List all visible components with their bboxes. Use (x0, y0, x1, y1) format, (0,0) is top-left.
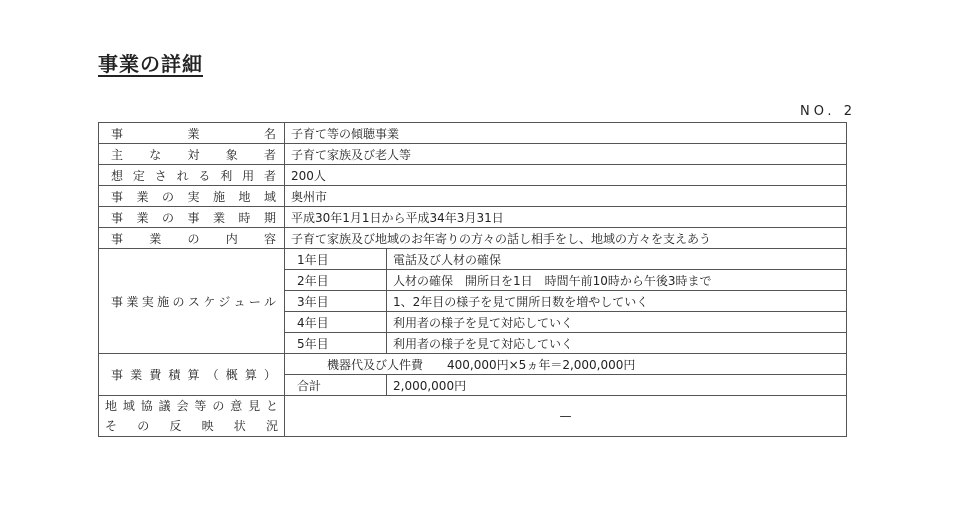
schedule-year: 5年目 (285, 333, 387, 354)
value-expected-users: 200人 (285, 165, 847, 186)
label-content: 事業の内容 (99, 228, 285, 249)
document-number: NO. 2 (800, 104, 856, 119)
row-content (99, 228, 847, 249)
schedule-year: 3年目 (285, 291, 387, 312)
row-expected-users (99, 165, 847, 186)
opinion-row (99, 396, 847, 437)
details-table (98, 122, 847, 437)
row-period (99, 207, 847, 228)
schedule-year: 2年目 (285, 270, 387, 291)
schedule-text: 電話及び人材の確保 (387, 249, 847, 270)
label-schedule: 事業実施のスケジュール (99, 249, 285, 354)
label-opinion (99, 396, 285, 437)
label-main-target: 主な対象者 (99, 144, 285, 165)
cost-row (99, 354, 847, 375)
label-area: 事業の実施地域 (99, 186, 285, 207)
schedule-year: 1年目 (285, 249, 387, 270)
cost-detail: 機器代及び人件費 400,000円×5ヵ年＝2,000,000円 (285, 354, 847, 375)
schedule-text: 1、2年目の様子を見て開所日数を増やしていく (387, 291, 847, 312)
label-cost: 事業費積算（概算） (99, 354, 285, 396)
value-period: 平成30年1月1日から平成34年3月31日 (285, 207, 847, 228)
value-area: 奥州市 (285, 186, 847, 207)
schedule-text: 利用者の様子を見て対応していく (387, 333, 847, 354)
cost-total-value: 2,000,000円 (387, 375, 847, 396)
value-content: 子育て家族及び地域のお年寄りの方々の話し相手をし、地域の方々を支えあう (285, 228, 847, 249)
schedule-text: 人材の確保 開所日を1日 時間午前10時から午後3時まで (387, 270, 847, 291)
row-main-target (99, 144, 847, 165)
label-business-name: 事業名 (99, 123, 285, 144)
label-opinion-line1: 地域協議会等の意見と (105, 399, 278, 413)
label-expected-users: 想定される利用者 (99, 165, 285, 186)
schedule-year: 4年目 (285, 312, 387, 333)
page-title: 事業の詳細 (98, 52, 203, 76)
cost-total-label: 合計 (285, 375, 387, 396)
schedule-text: 利用者の様子を見て対応していく (387, 312, 847, 333)
value-opinion: — (285, 396, 847, 437)
label-period: 事業の事業時期 (99, 207, 285, 228)
value-business-name: 子育て等の傾聴事業 (285, 123, 847, 144)
row-area (99, 186, 847, 207)
label-opinion-line2: その反映状況 (105, 419, 278, 433)
value-main-target: 子育て家族及び老人等 (285, 144, 847, 165)
row-business-name (99, 123, 847, 144)
schedule-row (99, 249, 847, 270)
